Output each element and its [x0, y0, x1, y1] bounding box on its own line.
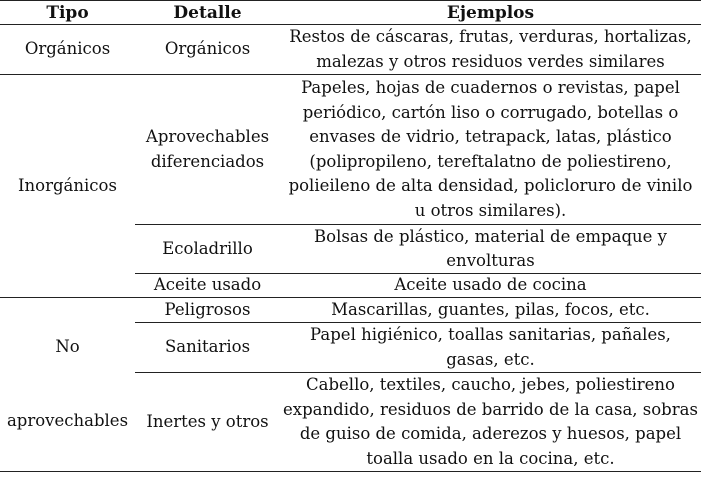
ejemplos-line: (polipropileno, tereftalatno de poliestireno,	[309, 151, 672, 171]
detalle-line: Aprovechables	[145, 127, 270, 146]
cell-ejemplos-aceite	[280, 274, 701, 297]
cell-ejemplos-ecoladrillo	[280, 225, 701, 273]
ejemplos-line: de guiso de comida, aderezos y huesos, papel	[299, 424, 682, 443]
cell-ejemplos-aprovechables	[280, 75, 701, 224]
cell-detalle-ecoladrillo: Ecoladrillo	[162, 238, 253, 258]
ejemplos-line: envolturas	[446, 251, 535, 270]
ejemplos-line: Aceite usado de cocina	[394, 275, 587, 295]
ejemplos-line: gasas, etc.	[446, 349, 535, 369]
ejemplos-line: expandido, residuos de barrido de la casa, sobras	[283, 399, 698, 419]
cell-detalle-peligrosos: Peligrosos	[164, 299, 251, 319]
cell-ejemplos-organicos	[280, 25, 701, 74]
rule-bottom	[0, 471, 701, 472]
ejemplos-line: Restos de cáscaras, frutas, verduras, hortalizas,	[289, 27, 692, 46]
cell-ejemplos-sanitarios	[280, 323, 701, 372]
cell-tipo-inorganicos: Inorgánicos	[18, 175, 117, 195]
ejemplos-line: periódico, cartón liso o corrugado, botellas o	[302, 102, 679, 122]
cell-detalle-inertes: Inertes y otros	[146, 411, 269, 431]
cell-detalle-aprovechables	[135, 75, 280, 224]
cell-detalle-aceite: Aceite usado	[153, 275, 262, 295]
ejemplos-line: Papel higiénico, toallas sanitarias, pañales,	[310, 325, 671, 344]
header-tipo: Tipo	[46, 2, 89, 23]
ejemplos-line: malezas y otros residuos verdes similares	[316, 51, 665, 71]
cell-tipo-no: No	[55, 336, 80, 356]
cell-detalle-sanitarios: Sanitarios	[164, 337, 251, 357]
ejemplos-line: Mascarillas, guantes, pilas, focos, etc.	[331, 299, 650, 319]
ejemplos-line: Papeles, hojas de cuadernos o revistas, papel	[301, 78, 680, 97]
ejemplos-line: envases de vidrio, tetrapack, latas, plástico	[309, 127, 672, 146]
cell-detalle-organicos: Orgánicos	[164, 39, 251, 59]
ejemplos-line: Bolsas de plástico, material de empaque y	[314, 226, 667, 246]
cell-ejemplos-inertes	[280, 373, 701, 471]
header-detalle: Detalle	[173, 2, 242, 23]
cell-tipo-organicos: Orgánicos	[24, 39, 111, 59]
detalle-line: diferenciados	[150, 151, 265, 171]
ejemplos-line: u otros similares).	[414, 200, 567, 220]
ejemplos-line: toalla usado en la cocina, etc.	[366, 448, 615, 468]
ejemplos-line: Cabello, textiles, caucho, jebes, poliestireno	[306, 375, 675, 394]
cell-ejemplos-peligrosos	[280, 298, 701, 322]
cell-tipo-aprovechables: aprovechables	[6, 410, 129, 430]
ejemplos-line: polieileno de alta densidad, policloruro de vinilo	[288, 176, 693, 195]
header-ejemplos: Ejemplos	[446, 2, 535, 23]
